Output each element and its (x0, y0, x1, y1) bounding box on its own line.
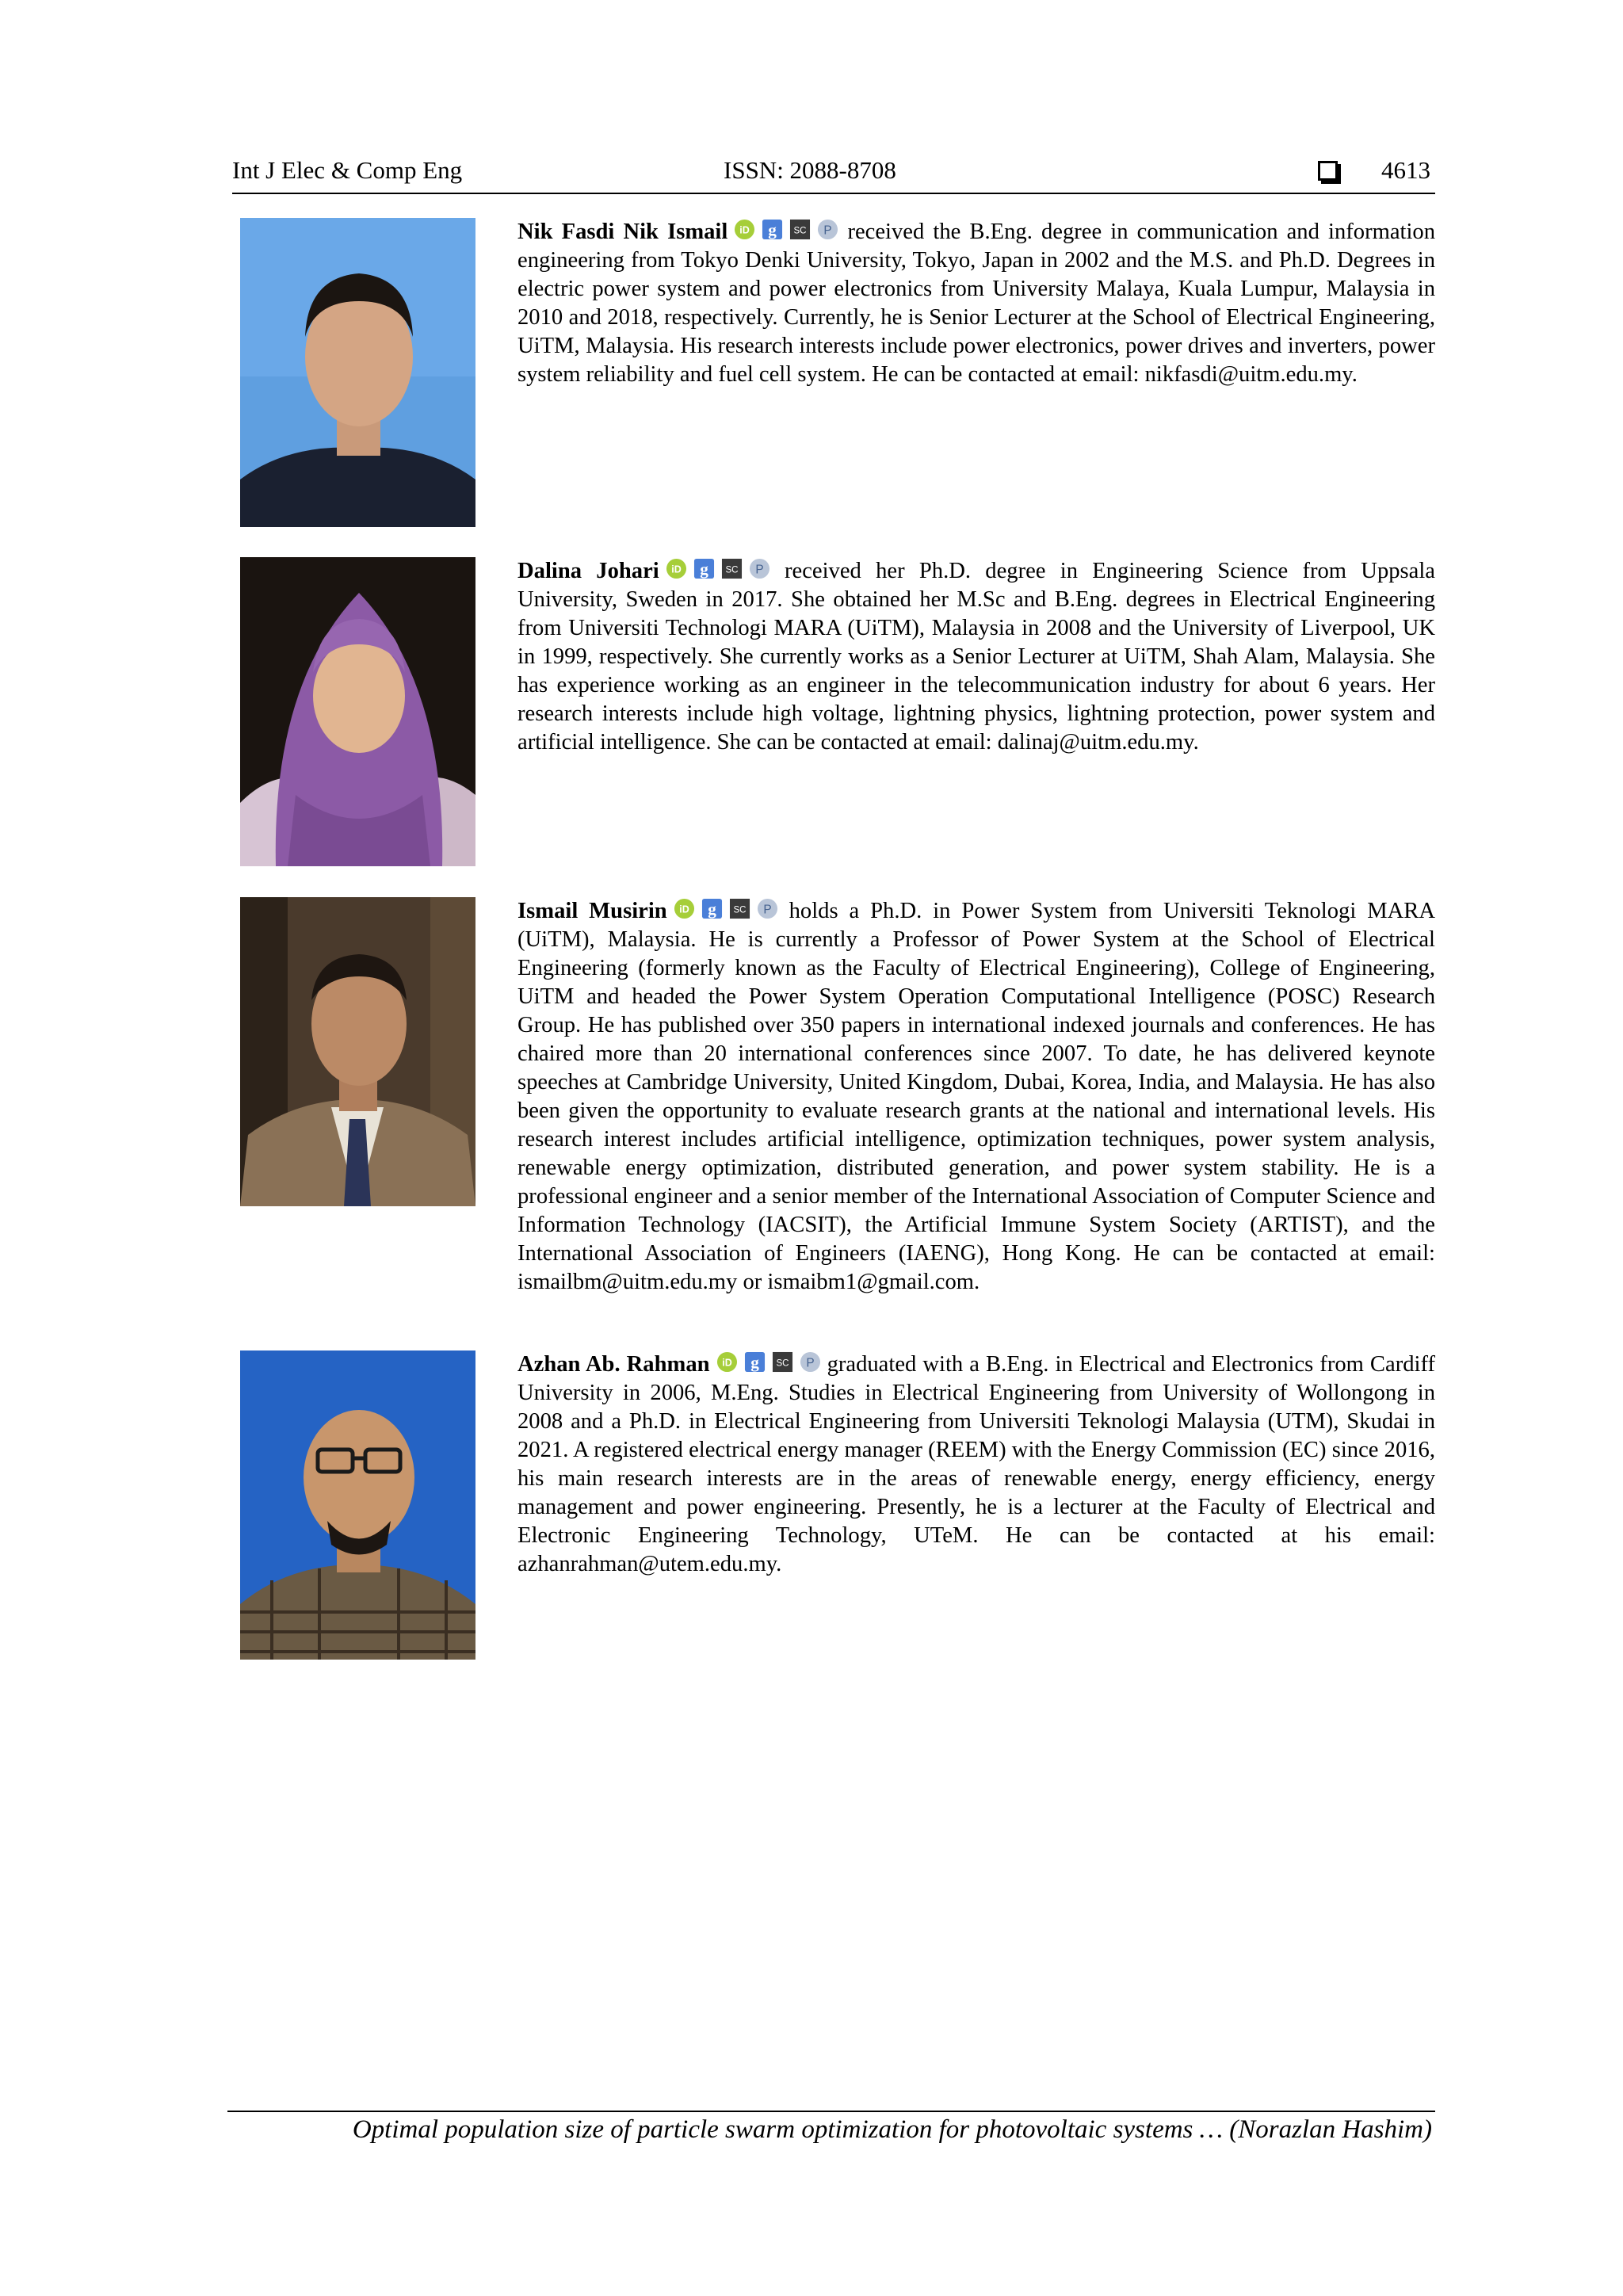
author-photo (240, 1350, 475, 1660)
svg-text:SC: SC (733, 905, 747, 915)
bio-body: graduated with a B.Eng. in Electrical and Electronics from Cardiff University in 2006, M.Eng. Studies in Electrical Engineering from University of Wollongong in 2008 and a Ph.D. in Electrical Engineering from Universiti Teknologi Malaysia (UTM), Skudai in 2021. A registered electrical energy manager (REEM) with the Energy Commission (EC) since 2016, his main research interests are in the areas of renewable energy, energy efficiency, energy management and power engineering. Presently, he is a lecturer at the Faculty of Electrical and Electronic Engineering Technology, UTeM. He can be contacted at his email: azhanrahman@utem.edu.my. (517, 1352, 1435, 1576)
bio-body: holds a Ph.D. in Power System from Universiti Teknologi MARA (UiTM), Malaysia. He is currently a Professor of Power System at the School of Electrical Engineering (formerly known as the Faculty of Electrical Engineering), College of Engineering, UiTM and headed the Power System Operation Computational Intelligence (POSC) Research Group. He has published over 350 papers in international indexed journals and conferences. He has chaired more than 20 international conferences since 2007. To date, he has delivered keynote speeches at Cambridge University, United Kingdom, Dubai, Korea, India, and Malaysia. He has also been given the opportunity to evaluate research grants at the national and international levels. His research interest includes artificial intelligence, optimization techniques, power system analysis, renewable energy optimization, distributed generation, and power system stability. He is a professional engineer and a senior member of the International Association of Computer Science and Information Technology (IACSIT), the Artificial Immune System Society (ARTIST), and the International Association of Engineers (IAENG), Hong Kong. He can be contacted at email: ismailbm@uitm.edu.my or ismaibm1@gmail.com. (517, 899, 1435, 1294)
author-photo (240, 218, 475, 527)
bio-text (517, 1350, 1435, 1579)
publons-icon[interactable] (757, 898, 778, 919)
svg-text:g: g (699, 560, 708, 579)
svg-text:iD: iD (739, 224, 750, 236)
svg-text:iD: iD (721, 1357, 732, 1369)
publons-icon[interactable] (749, 558, 770, 579)
svg-text:g: g (768, 220, 777, 240)
orcid-icon[interactable] (674, 898, 695, 919)
bio-text (517, 218, 1435, 389)
bio-body: received her Ph.D. degree in Engineering Science from Uppsala University, Sweden in 2017. She obtained her M.Sc and B.Eng. degrees in Electrical Engineering from Universiti Technologi MARA (UiTM), Malaysia in 2008 and the University of Liverpool, UK in 1999, respectively. She currently works as a Senior Lecturer at UiTM, Shah Alam, Malaysia. She has experience working as an engineer in the telecommunication industry for about 6 years. Her research interests include high voltage, lightning physics, lightning protection, power system and artificial intelligence. She can be contacted at email: dalinaj@uitm.edu.my. (517, 559, 1435, 755)
svg-text:P: P (805, 1356, 815, 1370)
publons-icon[interactable] (817, 219, 838, 240)
svg-text:SC: SC (725, 565, 739, 575)
svg-text:P: P (763, 903, 772, 917)
svg-text:SC: SC (776, 1358, 789, 1369)
square-bullet-icon (1318, 161, 1338, 181)
svg-text:g: g (750, 1353, 759, 1373)
scopus-icon[interactable] (721, 558, 743, 579)
publons-icon[interactable] (800, 1351, 821, 1373)
svg-text:g: g (707, 900, 716, 919)
svg-text:SC: SC (793, 226, 807, 236)
orcid-icon[interactable] (716, 1351, 738, 1373)
google-scholar-icon[interactable] (744, 1351, 766, 1373)
bio-body: received the B.Eng. degree in communication and information engineering from Tokyo Denki University, Tokyo, Japan in 2002 and the M.S. and Ph.D. Degrees in electric power system and power electronics from University Malaya, Kuala Lumpur, Malaysia in 2010 and 2018, respectively. Currently, he is Senior Lecturer at the School of Electrical Engineering, UiTM, Malaysia. His research interests include power electronics, power drives and inverters, power system reliability and fuel cell system. He can be contacted at email: nikfasdi@uitm.edu.my. (517, 220, 1436, 387)
scopus-icon[interactable] (729, 898, 750, 919)
author-name: Nik Fasdi Nik Ismail (517, 220, 728, 244)
scopus-icon[interactable] (789, 219, 811, 240)
svg-text:iD: iD (670, 563, 682, 575)
author-name: Ismail Musirin (517, 899, 667, 923)
journal-name: Int J Elec & Comp Eng (232, 156, 463, 184)
google-scholar-icon[interactable] (762, 219, 783, 240)
bio-text (517, 557, 1435, 757)
svg-text:iD: iD (678, 904, 689, 915)
page-number: 4613 (1381, 156, 1430, 184)
author-photo (240, 557, 475, 866)
google-scholar-icon[interactable] (701, 898, 723, 919)
bio-text (517, 897, 1435, 1297)
author-photo (240, 897, 475, 1206)
author-name: Dalina Johari (517, 559, 659, 583)
orcid-icon[interactable] (734, 219, 755, 240)
running-title: Optimal population size of particle swarm optimization for photovoltaic systems … (Norazlan Hashim) (352, 2115, 1432, 2144)
issn: ISSN: 2088-8708 (724, 156, 896, 184)
svg-text:P: P (755, 563, 764, 577)
orcid-icon[interactable] (666, 558, 687, 579)
author-name: Azhan Ab. Rahman (517, 1352, 710, 1377)
scopus-icon[interactable] (772, 1351, 793, 1373)
google-scholar-icon[interactable] (693, 558, 715, 579)
svg-text:P: P (823, 223, 832, 238)
page-header (232, 153, 1435, 194)
page-footer (227, 2111, 1435, 2151)
